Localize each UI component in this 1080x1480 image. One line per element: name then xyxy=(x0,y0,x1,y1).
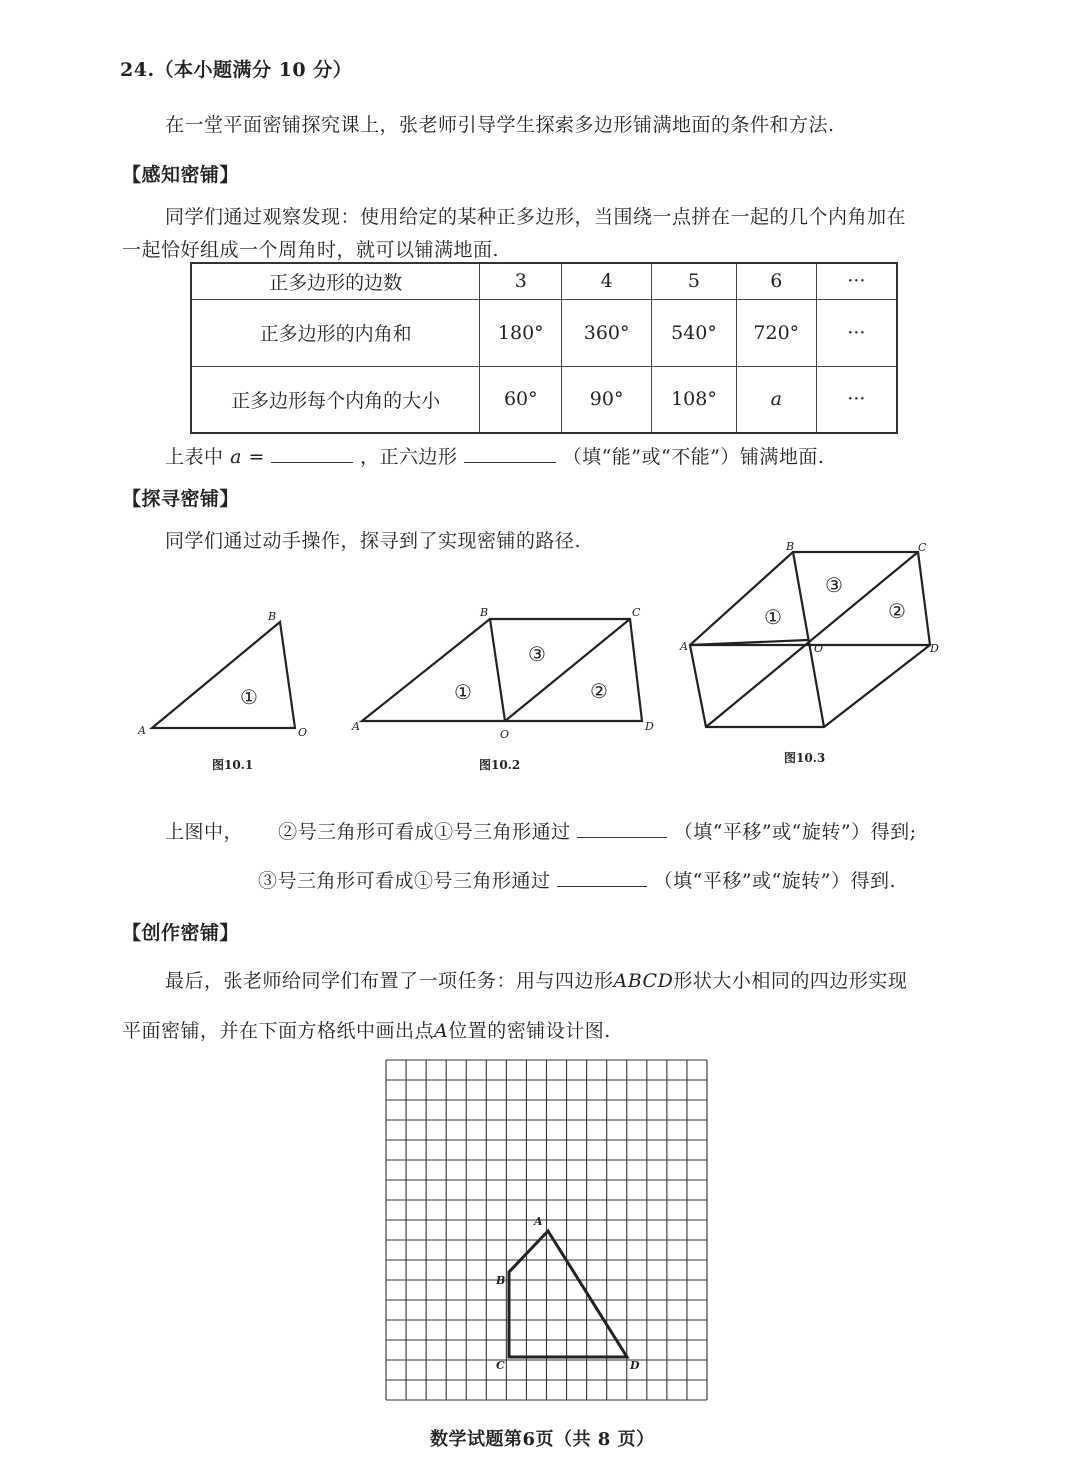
table-cell: 360° xyxy=(562,299,652,366)
q-prefix: 上表中 xyxy=(165,446,224,468)
circled-3: ③ xyxy=(825,573,843,597)
table-cell: 3 xyxy=(480,263,562,299)
table-cell: 60° xyxy=(480,366,562,433)
grid-lines xyxy=(386,1060,707,1400)
grid-label-B: B xyxy=(496,1274,506,1287)
circled-3: ③ xyxy=(528,642,546,666)
table-cell: 6 xyxy=(736,263,816,299)
section1-line2: 一起恰好组成一个周角时，就可以铺满地面. xyxy=(122,239,500,261)
section-title-explore: 【探寻密铺】 xyxy=(122,488,240,510)
caption-fig-10-1: 图10.1 xyxy=(212,758,254,772)
section2-line1: 同学们通过动手操作，探寻到了实现密铺的路径. xyxy=(165,530,582,552)
table-cell: 720° xyxy=(736,299,816,366)
problem-header: 24.（本小题满分 10 分） xyxy=(120,59,353,81)
label-O: O xyxy=(500,728,510,741)
problem-intro: 在一堂平面密铺探究课上，张老师引导学生探索多边形铺满地面的条件和方法. xyxy=(165,114,835,136)
q-suffix: （填“能”或“不能”）铺满地面. xyxy=(562,446,825,468)
grid-label-A: A xyxy=(534,1215,543,1228)
section-title-perceive: 【感知密铺】 xyxy=(122,164,240,186)
label-C: C xyxy=(918,541,927,554)
label-B: B xyxy=(786,540,795,553)
section3-text: 平面密铺，并在下面方格纸中画出点 xyxy=(122,1020,435,1042)
section-title-create: 【创作密铺】 xyxy=(122,922,240,944)
label-C: C xyxy=(632,606,641,619)
table-cell: 正多边形的内角和 xyxy=(191,299,480,366)
table-cell: 5 xyxy=(652,263,737,299)
table-cell: ··· xyxy=(816,366,897,433)
q1-main: ②号三角形可看成①号三角形通过 xyxy=(278,821,571,843)
label-O: O xyxy=(814,642,824,655)
label-D: D xyxy=(930,642,939,655)
table-cell: ··· xyxy=(816,263,897,299)
label-D: D xyxy=(645,720,654,733)
q-var: a xyxy=(230,446,242,468)
circled-2: ② xyxy=(590,679,608,703)
q-mid: ，正六边形 xyxy=(359,446,458,468)
section3-text: 最后，张老师给同学们布置了一项任务：用与四边形 xyxy=(165,970,614,992)
label-O: O xyxy=(298,726,308,739)
circled-1: ① xyxy=(454,680,472,704)
table-cell: 正多边形每个内角的大小 xyxy=(191,366,480,433)
table-cell: a xyxy=(736,366,816,433)
var-ABCD: ABCD xyxy=(613,970,674,992)
table-cell: 108° xyxy=(652,366,737,433)
circled-2: ② xyxy=(888,599,906,623)
page-footer: 数学试题第6页（共 8 页） xyxy=(430,1429,655,1450)
table-cell: 正多边形的边数 xyxy=(191,263,480,299)
caption-fig-10-2: 图10.2 xyxy=(479,758,521,772)
circled-1: ① xyxy=(764,605,782,629)
q1-prefix: 上图中， xyxy=(165,821,244,843)
section1-line1: 同学们通过观察发现：使用给定的某种正多边形，当围绕一点拼在一起的几个内角加在 xyxy=(165,206,907,228)
q-eq: = xyxy=(248,446,265,468)
q2-main: ③号三角形可看成①号三角形通过 xyxy=(258,870,551,892)
q2-suffix: （填“平移”或“旋转”）得到. xyxy=(653,870,897,892)
circled-1: ① xyxy=(240,685,258,709)
section3-text: 形状大小相同的四边形实现 xyxy=(673,970,908,992)
grid-label-D: D xyxy=(630,1359,640,1372)
section3-text: 位置的密铺设计图. xyxy=(448,1020,611,1042)
table-cell: ··· xyxy=(816,299,897,366)
q1-suffix: （填“平移”或“旋转”）得到; xyxy=(673,821,917,843)
label-A: A xyxy=(680,640,688,653)
var-A: A xyxy=(434,1020,449,1042)
grid-label-C: C xyxy=(496,1359,505,1372)
label-A: A xyxy=(352,720,360,733)
label-B: B xyxy=(268,610,277,623)
table-cell: 4 xyxy=(562,263,652,299)
caption-fig-10-3: 图10.3 xyxy=(784,751,826,765)
label-B: B xyxy=(480,606,489,619)
table-cell: 540° xyxy=(652,299,737,366)
table-cell: 180° xyxy=(480,299,562,366)
table-cell: 90° xyxy=(562,366,652,433)
label-A: A xyxy=(138,724,146,737)
